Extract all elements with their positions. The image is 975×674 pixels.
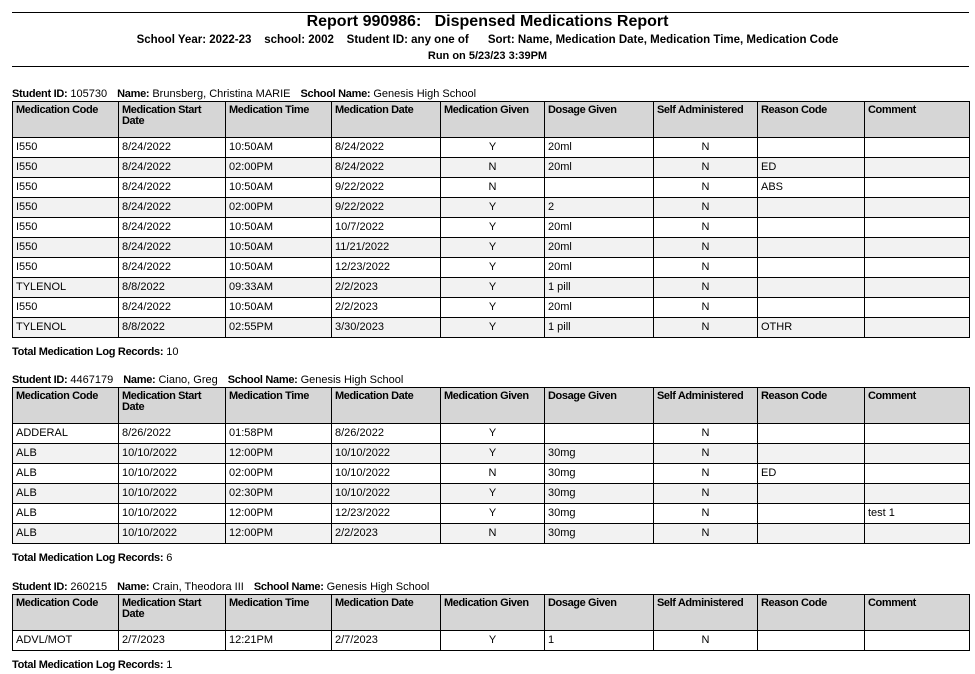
table-cell: Y — [441, 258, 545, 278]
table-cell — [758, 278, 865, 298]
student-id-label: Student ID: — [12, 88, 68, 100]
table-cell — [865, 444, 970, 464]
table-cell: 30mg — [545, 504, 654, 524]
table-cell: 1 — [545, 631, 654, 651]
table-cell: 1 pill — [545, 278, 654, 298]
table-cell: Y — [441, 631, 545, 651]
table-cell: 11/21/2022 — [332, 238, 441, 258]
table-cell: 10/10/2022 — [119, 444, 226, 464]
table-cell: N — [654, 444, 758, 464]
table-cell: 2 — [545, 198, 654, 218]
table-cell: TYLENOL — [13, 318, 119, 338]
table-cell: Y — [441, 278, 545, 298]
table-cell — [865, 238, 970, 258]
table-cell: 02:00PM — [226, 464, 332, 484]
table-cell: 02:00PM — [226, 198, 332, 218]
column-header: Medication Given — [441, 388, 545, 424]
table-cell: 10:50AM — [226, 138, 332, 158]
table-cell: 9/22/2022 — [332, 178, 441, 198]
table-cell — [865, 631, 970, 651]
column-header: Medication Code — [13, 388, 119, 424]
column-header: Self Administered — [654, 388, 758, 424]
table-cell: 12/23/2022 — [332, 258, 441, 278]
table-cell — [865, 318, 970, 338]
table-cell — [758, 444, 865, 464]
table-cell — [865, 178, 970, 198]
total-records-label: Total Medication Log Records: — [12, 346, 164, 358]
table-cell: ALB — [13, 504, 119, 524]
table-cell: OTHR — [758, 318, 865, 338]
table-cell: 10:50AM — [226, 238, 332, 258]
student-id-label: Student ID: — [12, 374, 68, 386]
table-cell: I550 — [13, 158, 119, 178]
table-cell: ALB — [13, 464, 119, 484]
student-name-label: Name: — [117, 581, 150, 593]
student-name-value: Ciano, Greg — [158, 374, 218, 386]
table-row — [13, 138, 970, 158]
table-cell: 12:00PM — [226, 524, 332, 544]
table-cell: 10:50AM — [226, 258, 332, 278]
table-cell: 2/7/2023 — [119, 631, 226, 651]
medication-log-table — [12, 101, 970, 338]
table-cell: 2/7/2023 — [332, 631, 441, 651]
column-header: Medication Time — [226, 388, 332, 424]
medication-log-table — [12, 387, 970, 544]
table-cell — [758, 198, 865, 218]
table-row — [13, 198, 970, 218]
table-cell — [865, 218, 970, 238]
table-cell: Y — [441, 424, 545, 444]
table-cell: ALB — [13, 484, 119, 504]
table-cell: 12/23/2022 — [332, 504, 441, 524]
school-name-label: School Name: — [253, 581, 324, 593]
table-cell: 30mg — [545, 524, 654, 544]
table-cell: 02:00PM — [226, 158, 332, 178]
table-cell — [758, 424, 865, 444]
table-cell: I550 — [13, 178, 119, 198]
total-records-value: 6 — [166, 552, 173, 564]
table-cell: 9/22/2022 — [332, 198, 441, 218]
table-cell: 10:50AM — [226, 298, 332, 318]
table-cell: N — [654, 298, 758, 318]
table-cell: N — [654, 218, 758, 238]
table-cell: I550 — [13, 218, 119, 238]
table-cell: I550 — [13, 198, 119, 218]
table-cell: Y — [441, 238, 545, 258]
table-cell: N — [654, 178, 758, 198]
column-header: Reason Code — [758, 102, 865, 138]
table-cell — [865, 138, 970, 158]
table-cell: 20ml — [545, 138, 654, 158]
medication-log-table — [12, 594, 970, 651]
table-cell: ALB — [13, 524, 119, 544]
table-cell — [758, 298, 865, 318]
table-cell: 12:00PM — [226, 504, 332, 524]
table-header-row — [13, 388, 970, 424]
table-cell: 10/10/2022 — [119, 464, 226, 484]
table-cell: 10/10/2022 — [119, 524, 226, 544]
column-header: Medication Start Date — [119, 595, 226, 631]
table-header-row — [13, 595, 970, 631]
table-cell — [758, 138, 865, 158]
column-header: Comment — [865, 388, 970, 424]
table-cell — [545, 424, 654, 444]
table-cell: 3/30/2023 — [332, 318, 441, 338]
report-run-date: Run on 5/23/23 3:39PM — [427, 50, 548, 62]
table-cell: Y — [441, 318, 545, 338]
table-cell: ABS — [758, 178, 865, 198]
table-cell: Y — [441, 198, 545, 218]
student-id-value: 260215 — [70, 581, 108, 593]
table-cell: Y — [441, 484, 545, 504]
table-cell: 20ml — [545, 298, 654, 318]
total-records-value: 1 — [166, 659, 173, 671]
column-header: Reason Code — [758, 388, 865, 424]
table-cell — [758, 631, 865, 651]
table-cell: 8/24/2022 — [119, 298, 226, 318]
table-cell: I550 — [13, 238, 119, 258]
table-cell: Y — [441, 444, 545, 464]
table-cell: N — [654, 424, 758, 444]
table-row — [13, 424, 970, 444]
table-cell: N — [654, 258, 758, 278]
table-cell: 02:55PM — [226, 318, 332, 338]
table-cell: 10:50AM — [226, 178, 332, 198]
table-cell: I550 — [13, 138, 119, 158]
table-cell: 10:50AM — [226, 218, 332, 238]
table-cell: 10/10/2022 — [332, 464, 441, 484]
school-name-value: Genesis High School — [373, 88, 477, 100]
table-cell: 8/24/2022 — [119, 198, 226, 218]
table-cell: N — [441, 464, 545, 484]
table-cell: 30mg — [545, 444, 654, 464]
table-cell — [865, 258, 970, 278]
table-row — [13, 258, 970, 278]
table-cell: N — [441, 178, 545, 198]
student-name-value: Crain, Theodora III — [152, 581, 244, 593]
table-cell: 8/24/2022 — [119, 178, 226, 198]
table-cell: 01:58PM — [226, 424, 332, 444]
table-cell: 8/24/2022 — [119, 158, 226, 178]
table-cell: N — [654, 504, 758, 524]
student-section — [12, 580, 969, 671]
table-cell: 10/10/2022 — [332, 444, 441, 464]
column-header: Reason Code — [758, 595, 865, 631]
table-cell: 8/24/2022 — [332, 138, 441, 158]
table-cell — [865, 524, 970, 544]
table-cell: 12:21PM — [226, 631, 332, 651]
table-cell: ED — [758, 158, 865, 178]
table-cell — [865, 484, 970, 504]
total-records — [12, 552, 969, 564]
table-cell: 2/2/2023 — [332, 298, 441, 318]
table-cell: Y — [441, 504, 545, 524]
column-header: Medication Given — [441, 595, 545, 631]
table-cell: 2/2/2023 — [332, 278, 441, 298]
table-cell — [865, 278, 970, 298]
total-records-value: 10 — [166, 346, 179, 358]
table-cell — [545, 178, 654, 198]
table-cell: 09:33AM — [226, 278, 332, 298]
student-info — [12, 373, 969, 387]
school-name-value: Genesis High School — [326, 581, 430, 593]
table-cell: N — [654, 278, 758, 298]
table-cell: ED — [758, 464, 865, 484]
table-cell: N — [441, 158, 545, 178]
column-header: Medication Code — [13, 595, 119, 631]
table-cell — [865, 158, 970, 178]
table-cell: N — [654, 484, 758, 504]
column-header: Comment — [865, 595, 970, 631]
column-header: Medication Time — [226, 595, 332, 631]
school-name-label: School Name: — [300, 88, 371, 100]
column-header: Medication Code — [13, 102, 119, 138]
column-header: Medication Date — [332, 102, 441, 138]
table-row — [13, 238, 970, 258]
table-cell: 8/8/2022 — [119, 318, 226, 338]
table-cell: 2/2/2023 — [332, 524, 441, 544]
table-row — [13, 318, 970, 338]
table-cell: 10/7/2022 — [332, 218, 441, 238]
student-id-value: 105730 — [70, 88, 108, 100]
table-cell: N — [654, 524, 758, 544]
table-row — [13, 464, 970, 484]
column-header: Medication Start Date — [119, 102, 226, 138]
table-cell — [865, 424, 970, 444]
table-cell: ADDERAL — [13, 424, 119, 444]
student-name-value: Brunsberg, Christina MARIE — [152, 88, 291, 100]
column-header: Medication Time — [226, 102, 332, 138]
table-cell: 8/24/2022 — [119, 258, 226, 278]
total-records — [12, 659, 969, 671]
table-cell: N — [441, 524, 545, 544]
table-cell: ADVL/MOT — [13, 631, 119, 651]
student-info — [12, 87, 969, 101]
student-section — [12, 87, 969, 358]
table-row — [13, 631, 970, 651]
table-row — [13, 158, 970, 178]
table-cell — [865, 464, 970, 484]
table-cell — [758, 484, 865, 504]
table-header-row — [13, 102, 970, 138]
column-header: Medication Date — [332, 388, 441, 424]
table-cell: 20ml — [545, 218, 654, 238]
table-cell: 8/26/2022 — [332, 424, 441, 444]
table-row — [13, 278, 970, 298]
school-name-value: Genesis High School — [300, 374, 404, 386]
table-cell: 8/24/2022 — [119, 138, 226, 158]
table-cell: N — [654, 198, 758, 218]
table-cell: N — [654, 318, 758, 338]
column-header: Self Administered — [654, 595, 758, 631]
table-cell: 10/10/2022 — [119, 484, 226, 504]
table-cell: 12:00PM — [226, 444, 332, 464]
column-header: Self Administered — [654, 102, 758, 138]
table-cell: 8/8/2022 — [119, 278, 226, 298]
column-header: Comment — [865, 102, 970, 138]
table-cell: test 1 — [865, 504, 970, 524]
table-cell: ALB — [13, 444, 119, 464]
column-header: Dosage Given — [545, 102, 654, 138]
table-cell: 8/24/2022 — [332, 158, 441, 178]
student-section — [12, 373, 969, 564]
student-id-label: Student ID: — [12, 581, 68, 593]
table-cell — [758, 218, 865, 238]
student-name-label: Name: — [117, 88, 150, 100]
table-row — [13, 484, 970, 504]
column-header: Dosage Given — [545, 595, 654, 631]
table-row — [13, 218, 970, 238]
table-cell: 8/24/2022 — [119, 238, 226, 258]
table-cell: 10/10/2022 — [332, 484, 441, 504]
table-cell — [758, 524, 865, 544]
column-header: Medication Start Date — [119, 388, 226, 424]
table-cell: 30mg — [545, 484, 654, 504]
table-cell: N — [654, 138, 758, 158]
table-cell — [758, 504, 865, 524]
table-cell: 20ml — [545, 258, 654, 278]
total-records-label: Total Medication Log Records: — [12, 659, 164, 671]
table-cell — [758, 258, 865, 278]
student-name-label: Name: — [123, 374, 156, 386]
table-row — [13, 178, 970, 198]
table-cell: Y — [441, 218, 545, 238]
column-header: Dosage Given — [545, 388, 654, 424]
table-row — [13, 524, 970, 544]
report-title: Report 990986: Dispensed Medications Report — [306, 13, 669, 30]
table-cell: I550 — [13, 298, 119, 318]
column-header: Medication Given — [441, 102, 545, 138]
table-cell: 30mg — [545, 464, 654, 484]
report-parameters: School Year: 2022-23 school: 2002 Student ID: any one of Sort: Name, Medication Date, Medication Time, Medication Code — [136, 34, 839, 46]
table-row — [13, 504, 970, 524]
table-cell: 02:30PM — [226, 484, 332, 504]
table-row — [13, 298, 970, 318]
table-cell: Y — [441, 138, 545, 158]
table-row — [13, 444, 970, 464]
table-cell: 20ml — [545, 158, 654, 178]
table-cell: Y — [441, 298, 545, 318]
school-name-label: School Name: — [227, 374, 298, 386]
column-header: Medication Date — [332, 595, 441, 631]
table-cell: 8/24/2022 — [119, 218, 226, 238]
table-cell — [865, 198, 970, 218]
student-id-value: 4467179 — [70, 374, 114, 386]
total-records-label: Total Medication Log Records: — [12, 552, 164, 564]
table-cell: N — [654, 631, 758, 651]
table-cell: 1 pill — [545, 318, 654, 338]
table-cell: N — [654, 238, 758, 258]
student-info — [12, 580, 969, 594]
table-cell: TYLENOL — [13, 278, 119, 298]
report-bottom-rule — [12, 66, 969, 67]
table-cell — [865, 298, 970, 318]
table-cell: 20ml — [545, 238, 654, 258]
table-cell: I550 — [13, 258, 119, 278]
table-cell: 8/26/2022 — [119, 424, 226, 444]
table-cell — [758, 238, 865, 258]
table-cell: N — [654, 464, 758, 484]
table-cell: 10/10/2022 — [119, 504, 226, 524]
table-cell: N — [654, 158, 758, 178]
total-records — [12, 346, 969, 358]
